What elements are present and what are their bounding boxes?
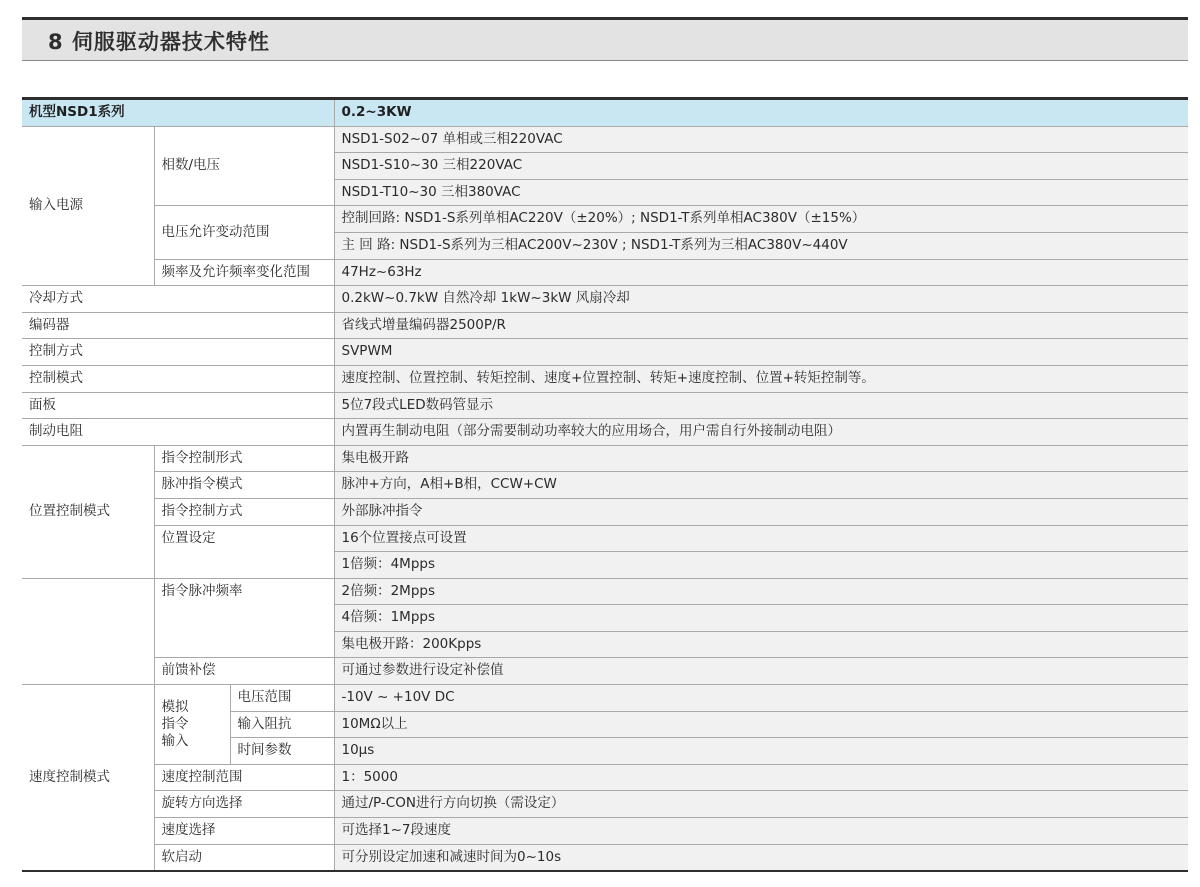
row-value: -10V ~ +10V DC: [334, 685, 1188, 712]
row-value: 2倍频：2Mpps: [334, 578, 1188, 605]
row-value: 省线式增量编码器2500P/R: [334, 312, 1188, 339]
row-value: 集电极开路：200Kpps: [334, 631, 1188, 658]
row-value: 主 回 路: NSD1-S系列为三相AC200V~230V ; NSD1-T系列为三相AC380V~440V: [334, 232, 1188, 259]
row-value: 10μs: [334, 738, 1188, 765]
row-label: 脉冲指令模式: [154, 472, 334, 499]
spec-table: [22, 97, 1188, 872]
row-label: 位置设定: [154, 525, 334, 578]
section-title-bar: [22, 17, 1188, 61]
row-label: 速度选择: [154, 818, 334, 845]
table-row: [22, 498, 1188, 525]
row-value: 可分别设定加速和减速时间为0~10s: [334, 844, 1188, 871]
row-label: 冷却方式: [22, 286, 334, 313]
analog-label-line: 指令: [161, 715, 189, 732]
group-label-power: 输入电源: [22, 126, 154, 286]
row-value: 1倍频：4Mpps: [334, 552, 1188, 579]
table-row: [22, 685, 1188, 712]
row-value: 外部脉冲指令: [334, 498, 1188, 525]
table-row: [22, 365, 1188, 392]
group-label-position: 位置控制模式: [22, 445, 154, 578]
row-value: NSD1-S10~30 三相220VAC: [334, 153, 1188, 180]
table-row: [22, 818, 1188, 845]
row-value: NSD1-T10~30 三相380VAC: [334, 179, 1188, 206]
row-value: 可选择1~7段速度: [334, 818, 1188, 845]
header-value: 0.2~3KW: [334, 99, 1188, 127]
row-value: 内置再生制动电阻（部分需要制动功率较大的应用场合，用户需自行外接制动电阻）: [334, 419, 1188, 446]
row-value: 脉冲+方向，A相+B相，CCW+CW: [334, 472, 1188, 499]
table-row: [22, 339, 1188, 366]
table-row: [22, 259, 1188, 286]
row-value: 5位7段式LED数码管显示: [334, 392, 1188, 419]
row-value: 速度控制、位置控制、转矩控制、速度+位置控制、转矩+速度控制、位置+转矩控制等。: [334, 365, 1188, 392]
row-label: 旋转方向选择: [154, 791, 334, 818]
table-row: [22, 312, 1188, 339]
row-value: 0.2kW~0.7kW 自然冷却 1kW~3kW 风扇冷却: [334, 286, 1188, 313]
row-value: 47Hz~63Hz: [334, 259, 1188, 286]
table-row: [22, 844, 1188, 871]
row-label: 面板: [22, 392, 334, 419]
table-row: [22, 472, 1188, 499]
table-row: [22, 392, 1188, 419]
row-label: 指令控制形式: [154, 445, 334, 472]
row-label: 频率及允许频率变化范围: [154, 259, 334, 286]
row-value: 控制回路: NSD1-S系列单相AC220V（±20%）; NSD1-T系列单相AC380V（±15%）: [334, 206, 1188, 233]
row-value: SVPWM: [334, 339, 1188, 366]
header-label: 机型NSD1系列: [22, 99, 334, 127]
table-row: [22, 445, 1188, 472]
table-row: [22, 419, 1188, 446]
table-row: [22, 206, 1188, 233]
row-value: 通过/P-CON进行方向切换（需设定）: [334, 791, 1188, 818]
analog-input-label: [154, 685, 230, 765]
row-label: 前馈补偿: [154, 658, 334, 685]
row-value: 可通过参数进行设定补偿值: [334, 658, 1188, 685]
row-label: 控制模式: [22, 365, 334, 392]
row-label: 电压范围: [230, 685, 334, 712]
row-label: 软启动: [154, 844, 334, 871]
row-label: 时间参数: [230, 738, 334, 765]
row-label: 指令脉冲频率: [154, 578, 334, 658]
row-value: NSD1-S02~07 单相或三相220VAC: [334, 126, 1188, 153]
row-label: 编码器: [22, 312, 334, 339]
row-value: 10MΩ以上: [334, 711, 1188, 738]
table-row: [22, 791, 1188, 818]
row-value: 16个位置接点可设置: [334, 525, 1188, 552]
row-label: 制动电阻: [22, 419, 334, 446]
table-row: [22, 126, 1188, 153]
analog-label-line: 输入: [161, 732, 189, 749]
group-label-empty: [22, 578, 154, 684]
row-label: 控制方式: [22, 339, 334, 366]
row-label: 指令控制方式: [154, 498, 334, 525]
row-label: 输入阻抗: [230, 711, 334, 738]
table-row: [22, 525, 1188, 552]
table-header-row: [22, 99, 1188, 127]
row-label: 相数/电压: [154, 126, 334, 206]
row-value: 1：5000: [334, 764, 1188, 791]
group-label-speed: 速度控制模式: [22, 685, 154, 872]
row-value: 集电极开路: [334, 445, 1188, 472]
row-value: 4倍频：1Mpps: [334, 605, 1188, 632]
table-row: [22, 764, 1188, 791]
page-title: 8 伺服驱动器技术特性: [48, 30, 270, 54]
table-row: [22, 286, 1188, 313]
table-row: [22, 658, 1188, 685]
table-row: [22, 578, 1188, 605]
row-label: 速度控制范围: [154, 764, 334, 791]
analog-label-line: 模拟: [161, 698, 189, 715]
row-label: 电压允许变动范围: [154, 206, 334, 259]
